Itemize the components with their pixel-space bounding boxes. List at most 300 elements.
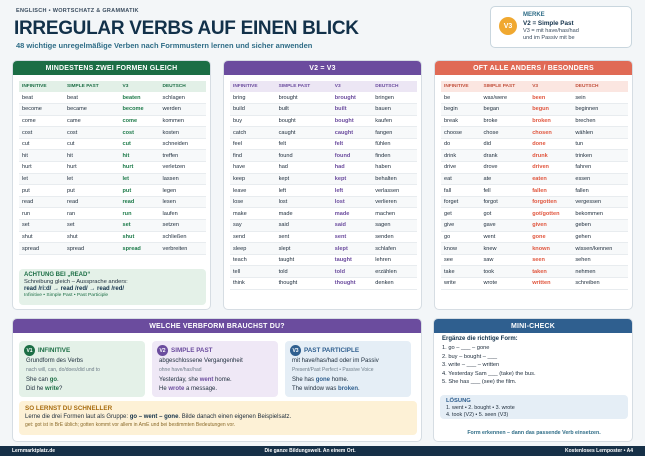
cell-v3: cost bbox=[120, 127, 160, 139]
cell-simple-past: put bbox=[64, 185, 119, 197]
solution-box bbox=[440, 395, 628, 419]
cell-v3: got/gotten bbox=[529, 208, 572, 220]
cell-deutsch: machen bbox=[372, 208, 417, 220]
cell-infinitive: drive bbox=[441, 162, 481, 174]
cell-simple-past: cut bbox=[64, 138, 119, 150]
col-deutsch: DEUTSCH bbox=[572, 81, 628, 92]
cell-v3: hurt bbox=[120, 162, 160, 174]
cell-v3: set bbox=[120, 220, 160, 232]
cell-infinitive: read bbox=[19, 196, 64, 208]
cell-infinitive: tell bbox=[230, 266, 276, 278]
cell-infinitive: be bbox=[441, 92, 481, 104]
cell-simple-past: found bbox=[276, 150, 332, 162]
cell-infinitive: fall bbox=[441, 185, 481, 197]
cell-infinitive: build bbox=[230, 104, 276, 116]
merke-line-3: und im Passiv mit be bbox=[523, 35, 575, 41]
cell-v3: read bbox=[120, 196, 160, 208]
table-row bbox=[230, 115, 417, 127]
panel-title: OFT ALLE ANDERS / BESONDERS bbox=[435, 61, 632, 75]
cell-v3: beaten bbox=[120, 92, 160, 104]
cell-simple-past: read bbox=[64, 196, 119, 208]
table-row bbox=[230, 162, 417, 174]
cell-deutsch: verbreiten bbox=[160, 243, 206, 255]
cell-infinitive: take bbox=[441, 266, 481, 278]
cell-simple-past: gave bbox=[481, 220, 530, 232]
table-row bbox=[441, 266, 628, 278]
cell-simple-past: ran bbox=[64, 208, 119, 220]
cell-simple-past: went bbox=[481, 231, 530, 243]
cell-deutsch: trinken bbox=[572, 150, 628, 162]
cell-v3: become bbox=[120, 104, 160, 116]
cell-v3: caught bbox=[332, 127, 372, 139]
cell-infinitive: lose bbox=[230, 196, 276, 208]
cell-infinitive: cut bbox=[19, 138, 64, 150]
read-note bbox=[19, 269, 206, 305]
cell-infinitive: know bbox=[441, 243, 481, 255]
cell-v3: taken bbox=[529, 266, 572, 278]
cell-v3: thought bbox=[332, 278, 372, 290]
panel-two-forms-same bbox=[12, 60, 211, 310]
cell-simple-past: did bbox=[481, 138, 530, 150]
cell-simple-past: lost bbox=[276, 196, 332, 208]
table-row bbox=[441, 278, 628, 290]
cell-v3: felt bbox=[332, 138, 372, 150]
card-example-1: Yesterday, she went home. bbox=[159, 377, 232, 383]
cell-v3: cut bbox=[120, 138, 160, 150]
cell-simple-past: left bbox=[276, 185, 332, 197]
cell-deutsch: schließen bbox=[160, 231, 206, 243]
cell-deutsch: schlagen bbox=[160, 92, 206, 104]
cell-infinitive: forget bbox=[441, 196, 481, 208]
table-row bbox=[19, 104, 206, 116]
solution-line-2: 4. took (V2) • 5. seen (V3) bbox=[446, 412, 509, 418]
card-desc: mit have/has/had oder im Passiv bbox=[292, 358, 379, 364]
cell-simple-past: thought bbox=[276, 278, 332, 290]
cell-v3: gone bbox=[529, 231, 572, 243]
eyebrow: ENGLISCH • WORTSCHATZ & GRAMMATIK bbox=[16, 8, 139, 14]
table-row bbox=[230, 243, 417, 255]
cell-v3: left bbox=[332, 185, 372, 197]
cell-v3: known bbox=[529, 243, 572, 255]
cell-infinitive: write bbox=[441, 278, 481, 290]
cell-deutsch: behalten bbox=[372, 173, 417, 185]
page-title: IRREGULAR VERBS AUF EINEN BLICK bbox=[14, 18, 359, 39]
cell-infinitive: go bbox=[441, 231, 481, 243]
col-simple-past: SIMPLE PAST bbox=[64, 81, 119, 92]
cell-simple-past: hurt bbox=[64, 162, 119, 174]
cell-deutsch: bringen bbox=[372, 92, 417, 104]
col-simple-past: SIMPLE PAST bbox=[481, 81, 530, 92]
cell-simple-past: slept bbox=[276, 243, 332, 255]
table-row bbox=[441, 185, 628, 197]
cell-infinitive: begin bbox=[441, 104, 481, 116]
read-note-line-1: Schreibung gleich – Aussprache anders: bbox=[24, 279, 128, 285]
cell-deutsch: beginnen bbox=[572, 104, 628, 116]
cell-infinitive: eat bbox=[441, 173, 481, 185]
cell-v3: hit bbox=[120, 150, 160, 162]
exercise-item: 2. buy – bought – ___ bbox=[442, 353, 498, 360]
cell-simple-past: drank bbox=[481, 150, 530, 162]
table-row bbox=[19, 127, 206, 139]
cell-deutsch: brechen bbox=[572, 115, 628, 127]
cell-simple-past: was/were bbox=[481, 92, 530, 104]
cell-infinitive: shut bbox=[19, 231, 64, 243]
table-row bbox=[19, 115, 206, 127]
col-v3: V3 bbox=[332, 81, 372, 92]
page-footer bbox=[0, 446, 645, 456]
table-row bbox=[441, 127, 628, 139]
table-row bbox=[19, 208, 206, 220]
cell-v3: put bbox=[120, 185, 160, 197]
cell-infinitive: buy bbox=[230, 115, 276, 127]
exercise-item: 5. She has ___ (see) the film. bbox=[442, 379, 517, 386]
cell-deutsch: laufen bbox=[160, 208, 206, 220]
merke-line-2: V3 = mit have/has/had bbox=[523, 28, 579, 34]
panel-all-different bbox=[434, 60, 633, 310]
cell-v3: run bbox=[120, 208, 160, 220]
verb-table bbox=[441, 81, 628, 290]
table-row bbox=[230, 220, 417, 232]
cell-deutsch: haben bbox=[372, 162, 417, 174]
table-row bbox=[230, 208, 417, 220]
cell-simple-past: cost bbox=[64, 127, 119, 139]
table-row bbox=[441, 196, 628, 208]
cell-infinitive: hurt bbox=[19, 162, 64, 174]
cell-infinitive: make bbox=[230, 208, 276, 220]
table-row bbox=[19, 173, 206, 185]
cell-v3: shut bbox=[120, 231, 160, 243]
card-example-1: She can go. bbox=[26, 377, 59, 383]
cell-infinitive: break bbox=[441, 115, 481, 127]
card-sub: nach will, can, do/does/did und to bbox=[26, 367, 100, 373]
cell-v3: come bbox=[120, 115, 160, 127]
cell-deutsch: lehren bbox=[372, 254, 417, 266]
tip-line: Lerne die drei Formen laut als Gruppe: go – went – gone. Bilde danach einen eigenen Beispielsatz. bbox=[25, 414, 292, 420]
cell-infinitive: bring bbox=[230, 92, 276, 104]
cell-infinitive: have bbox=[230, 162, 276, 174]
cell-v3: seen bbox=[529, 254, 572, 266]
cell-deutsch: verlieren bbox=[372, 196, 417, 208]
card-desc: abgeschlossene Vergangenheit bbox=[159, 358, 243, 364]
cell-simple-past: forgot bbox=[481, 196, 530, 208]
cell-deutsch: lassen bbox=[160, 173, 206, 185]
cell-v3: eaten bbox=[529, 173, 572, 185]
cell-infinitive: hit bbox=[19, 150, 64, 162]
panel-v2-equals-v3 bbox=[223, 60, 422, 310]
col-deutsch: DEUTSCH bbox=[372, 81, 417, 92]
col-v3: V3 bbox=[120, 81, 160, 92]
cell-deutsch: gehen bbox=[572, 231, 628, 243]
cell-infinitive: see bbox=[441, 254, 481, 266]
card-number: V3 bbox=[290, 345, 301, 356]
table-row bbox=[230, 92, 417, 104]
exercise-item: 3. write – ___ – written bbox=[442, 362, 500, 369]
cell-infinitive: leave bbox=[230, 185, 276, 197]
cell-infinitive: cost bbox=[19, 127, 64, 139]
cell-v3: sent bbox=[332, 231, 372, 243]
merke-box bbox=[490, 6, 632, 48]
card-desc: Grundform des Verbs bbox=[26, 358, 84, 364]
cell-deutsch: fangen bbox=[372, 127, 417, 139]
panel-title: MINDESTENS ZWEI FORMEN GLEICH bbox=[13, 61, 210, 75]
panel-title: V2 = V3 bbox=[224, 61, 421, 75]
table-row bbox=[230, 104, 417, 116]
cell-deutsch: finden bbox=[372, 150, 417, 162]
cell-deutsch: fühlen bbox=[372, 138, 417, 150]
card-example-2: Did he write? bbox=[26, 386, 63, 392]
card-sub: ohne have/has/had bbox=[159, 367, 202, 373]
col-infinitive: INFINITIVE bbox=[230, 81, 276, 92]
cell-infinitive: send bbox=[230, 231, 276, 243]
cell-v3: forgotten bbox=[529, 196, 572, 208]
page-subtitle: 48 wichtige unregelmäßige Verben nach Formmustern lernen und sicher anwenden bbox=[16, 41, 313, 50]
table-row bbox=[441, 138, 628, 150]
cell-simple-past: bought bbox=[276, 115, 332, 127]
cell-simple-past: broke bbox=[481, 115, 530, 127]
card-example-2: He wrote a message. bbox=[159, 386, 218, 392]
cell-simple-past: had bbox=[276, 162, 332, 174]
cell-simple-past: taught bbox=[276, 254, 332, 266]
table-row bbox=[441, 243, 628, 255]
cell-infinitive: give bbox=[441, 220, 481, 232]
cell-deutsch: setzen bbox=[160, 220, 206, 232]
footer-right: Kostenloses Lernposter • A4 bbox=[565, 448, 633, 454]
card-past-participle bbox=[285, 341, 411, 397]
cell-simple-past: took bbox=[481, 266, 530, 278]
footer-center: Die ganze Bildungswelt. An einem Ort. bbox=[264, 448, 356, 454]
table-row bbox=[230, 231, 417, 243]
cell-simple-past: wrote bbox=[481, 278, 530, 290]
cell-simple-past: said bbox=[276, 220, 332, 232]
exercise-item: 4. Yesterday Sam ___ (take) the bus. bbox=[442, 370, 536, 377]
table-row bbox=[441, 254, 628, 266]
cell-deutsch: denken bbox=[372, 278, 417, 290]
cell-infinitive: come bbox=[19, 115, 64, 127]
cell-deutsch: geben bbox=[572, 220, 628, 232]
col-simple-past: SIMPLE PAST bbox=[276, 81, 332, 92]
table-row bbox=[441, 173, 628, 185]
verb-table bbox=[230, 81, 417, 290]
cell-v3: let bbox=[120, 173, 160, 185]
cell-deutsch: legen bbox=[160, 185, 206, 197]
cell-simple-past: set bbox=[64, 220, 119, 232]
cell-infinitive: run bbox=[19, 208, 64, 220]
table-row bbox=[19, 185, 206, 197]
cell-v3: been bbox=[529, 92, 572, 104]
table-row bbox=[19, 196, 206, 208]
table-row bbox=[441, 150, 628, 162]
cell-infinitive: catch bbox=[230, 127, 276, 139]
read-note-line-3: Infinitive • Simple Past • Past Participle bbox=[24, 293, 109, 298]
cell-simple-past: let bbox=[64, 173, 119, 185]
exercise-item: 1. go – ___ – gone bbox=[442, 345, 490, 351]
cell-simple-past: hit bbox=[64, 150, 119, 162]
cell-v3: had bbox=[332, 162, 372, 174]
table-row bbox=[230, 278, 417, 290]
table-row bbox=[230, 254, 417, 266]
table-row bbox=[441, 104, 628, 116]
exercise-question: Ergänze die richtige Form: bbox=[442, 336, 518, 342]
cell-v3: taught bbox=[332, 254, 372, 266]
cell-infinitive: choose bbox=[441, 127, 481, 139]
cell-simple-past: got bbox=[481, 208, 530, 220]
cell-simple-past: spread bbox=[64, 243, 119, 255]
cell-deutsch: bauen bbox=[372, 104, 417, 116]
cell-simple-past: made bbox=[276, 208, 332, 220]
table-row bbox=[230, 196, 417, 208]
cell-simple-past: drove bbox=[481, 162, 530, 174]
cell-v3: found bbox=[332, 150, 372, 162]
cell-v3: said bbox=[332, 220, 372, 232]
cell-deutsch: senden bbox=[372, 231, 417, 243]
cell-deutsch: treffen bbox=[160, 150, 206, 162]
card-infinitive bbox=[19, 341, 145, 397]
cell-infinitive: set bbox=[19, 220, 64, 232]
cell-infinitive: beat bbox=[19, 92, 64, 104]
card-example-2: The window was broken. bbox=[292, 386, 360, 392]
footer-left: Lernmarktplatz.de bbox=[12, 448, 56, 454]
table-row bbox=[19, 92, 206, 104]
read-note-title: ACHTUNG BEI „READ“ bbox=[24, 272, 91, 278]
exercise-list bbox=[442, 345, 536, 388]
cell-deutsch: sagen bbox=[372, 220, 417, 232]
cell-deutsch: essen bbox=[572, 173, 628, 185]
cell-deutsch: wählen bbox=[572, 127, 628, 139]
cell-deutsch: bekommen bbox=[572, 208, 628, 220]
card-simple-past bbox=[152, 341, 278, 397]
cell-simple-past: became bbox=[64, 104, 119, 116]
mini-check-footer: Form erkennen – dann das passende Verb einsetzen. bbox=[467, 430, 601, 436]
card-sub: Present/Past Perfect • Passive Voice bbox=[292, 367, 374, 373]
cell-simple-past: chose bbox=[481, 127, 530, 139]
solution-line-1: 1. went • 2. bought • 3. wrote bbox=[446, 405, 515, 411]
cell-simple-past: knew bbox=[481, 243, 530, 255]
cell-v3: fallen bbox=[529, 185, 572, 197]
cell-simple-past: told bbox=[276, 266, 332, 278]
table-row bbox=[19, 220, 206, 232]
tip-note: get: got ist in BrE üblich; gotten kommt vor allem in AmE und bei bestimmten Bedeutungen vor. bbox=[25, 422, 236, 428]
cell-simple-past: shut bbox=[64, 231, 119, 243]
table-row bbox=[441, 162, 628, 174]
cell-deutsch: vergessen bbox=[572, 196, 628, 208]
cell-deutsch: wissen/kennen bbox=[572, 243, 628, 255]
cell-infinitive: think bbox=[230, 278, 276, 290]
col-infinitive: INFINITIVE bbox=[441, 81, 481, 92]
cell-simple-past: felt bbox=[276, 138, 332, 150]
cell-infinitive: drink bbox=[441, 150, 481, 162]
card-title: INFINITIVE bbox=[38, 347, 71, 354]
table-row bbox=[19, 138, 206, 150]
table-row bbox=[441, 231, 628, 243]
cell-deutsch: kosten bbox=[160, 127, 206, 139]
cell-simple-past: sent bbox=[276, 231, 332, 243]
read-note-line-2: read /ri:d/ → read /red/ → read /red/ bbox=[24, 286, 125, 292]
card-title: PAST PARTICIPLE bbox=[304, 347, 360, 354]
cell-infinitive: teach bbox=[230, 254, 276, 266]
cell-deutsch: tun bbox=[572, 138, 628, 150]
cell-v3: given bbox=[529, 220, 572, 232]
cell-simple-past: beat bbox=[64, 92, 119, 104]
col-infinitive: INFINITIVE bbox=[19, 81, 64, 92]
cell-v3: told bbox=[332, 266, 372, 278]
cell-deutsch: sein bbox=[572, 92, 628, 104]
cell-infinitive: spread bbox=[19, 243, 64, 255]
cell-infinitive: let bbox=[19, 173, 64, 185]
cell-v3: drunk bbox=[529, 150, 572, 162]
cell-infinitive: say bbox=[230, 220, 276, 232]
verb-table bbox=[19, 81, 206, 255]
learning-tip bbox=[19, 401, 417, 435]
cell-infinitive: put bbox=[19, 185, 64, 197]
table-row bbox=[19, 162, 206, 174]
cell-deutsch: schlafen bbox=[372, 243, 417, 255]
card-example-1: She has gone home. bbox=[292, 377, 349, 383]
cell-simple-past: kept bbox=[276, 173, 332, 185]
cell-infinitive: do bbox=[441, 138, 481, 150]
cell-deutsch: werden bbox=[160, 104, 206, 116]
cell-simple-past: began bbox=[481, 104, 530, 116]
table-row bbox=[19, 231, 206, 243]
cell-v3: done bbox=[529, 138, 572, 150]
cell-infinitive: sleep bbox=[230, 243, 276, 255]
cell-deutsch: schneiden bbox=[160, 138, 206, 150]
cell-simple-past: caught bbox=[276, 127, 332, 139]
cell-v3: brought bbox=[332, 92, 372, 104]
col-deutsch: DEUTSCH bbox=[160, 81, 206, 92]
cell-deutsch: sehen bbox=[572, 254, 628, 266]
cell-deutsch: fallen bbox=[572, 185, 628, 197]
cell-simple-past: built bbox=[276, 104, 332, 116]
table-row bbox=[230, 266, 417, 278]
cell-v3: bought bbox=[332, 115, 372, 127]
cell-deutsch: verletzen bbox=[160, 162, 206, 174]
table-row bbox=[441, 208, 628, 220]
cell-v3: begun bbox=[529, 104, 572, 116]
col-v3: V3 bbox=[529, 81, 572, 92]
cell-v3: chosen bbox=[529, 127, 572, 139]
cell-deutsch: nehmen bbox=[572, 266, 628, 278]
table-row bbox=[441, 115, 628, 127]
cell-deutsch: kaufen bbox=[372, 115, 417, 127]
cell-infinitive: keep bbox=[230, 173, 276, 185]
cell-v3: kept bbox=[332, 173, 372, 185]
cell-deutsch: schreiben bbox=[572, 278, 628, 290]
cell-simple-past: brought bbox=[276, 92, 332, 104]
cell-simple-past: ate bbox=[481, 173, 530, 185]
cell-v3: driven bbox=[529, 162, 572, 174]
cell-infinitive: find bbox=[230, 150, 276, 162]
cell-infinitive: feel bbox=[230, 138, 276, 150]
cell-v3: built bbox=[332, 104, 372, 116]
cell-deutsch: kommen bbox=[160, 115, 206, 127]
card-title: SIMPLE PAST bbox=[171, 347, 213, 354]
cell-v3: slept bbox=[332, 243, 372, 255]
mini-check-section bbox=[433, 318, 633, 442]
table-row bbox=[230, 173, 417, 185]
solution-title: LÖSUNG bbox=[446, 398, 471, 404]
table-row bbox=[230, 138, 417, 150]
table-row bbox=[441, 220, 628, 232]
table-row bbox=[230, 185, 417, 197]
cell-v3: lost bbox=[332, 196, 372, 208]
cell-infinitive: become bbox=[19, 104, 64, 116]
which-form-section bbox=[12, 318, 422, 442]
merke-label: MERKE bbox=[523, 12, 545, 18]
section-title: WELCHE VERBFORM BRAUCHST DU? bbox=[13, 319, 421, 333]
cell-v3: made bbox=[332, 208, 372, 220]
table-row bbox=[441, 92, 628, 104]
table-row bbox=[19, 243, 206, 255]
